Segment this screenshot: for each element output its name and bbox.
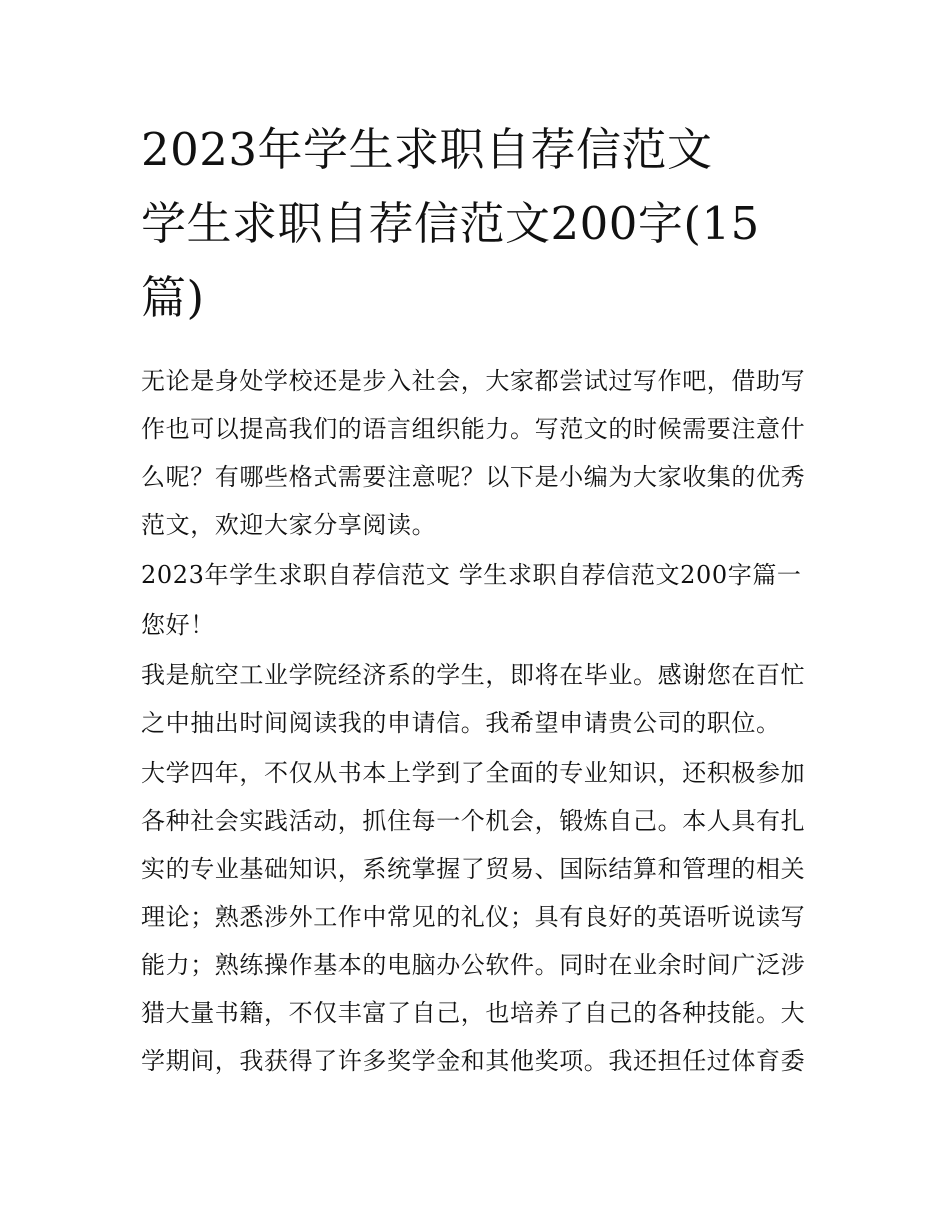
paragraph-line: 理论；熟悉涉外工作中常见的礼仪；具有良好的英语听说读写 <box>141 903 806 931</box>
paragraph-line: 能力；熟练操作基本的电脑办公软件。同时在业余时间广泛涉 <box>141 951 806 979</box>
paragraph-line: 大学四年，不仅从书本上学到了全面的专业知识，还积极参加 <box>141 759 806 787</box>
paragraph-line: 各种社会实践活动，抓住每一个机会，锻炼自己。本人具有扎 <box>141 807 806 835</box>
title-line: 篇) <box>141 271 205 324</box>
self-intro-paragraph <box>141 651 813 747</box>
paragraph-line: 2023年学生求职自荐信范文 学生求职自荐信范文200字篇一 <box>141 561 802 589</box>
title-line: 2023年学生求职自荐信范文 <box>141 123 713 176</box>
paragraph-line: 猎大量书籍，不仅丰富了自己，也培养了自己的各种技能。大 <box>141 999 806 1027</box>
experience-paragraph <box>141 749 813 1085</box>
document-body <box>141 357 813 1085</box>
paragraph-line: 我是航空工业学院经济系的学生，即将在毕业。感谢您在百忙 <box>141 661 806 689</box>
section-heading <box>141 551 813 599</box>
intro-paragraph <box>141 357 813 549</box>
greeting-paragraph <box>141 601 813 649</box>
paragraph-line: 学期间，我获得了许多奖学金和其他奖项。我还担任过体育委 <box>141 1047 806 1075</box>
paragraph-line: 实的专业基础知识，系统掌握了贸易、国际结算和管理的相关 <box>141 855 806 883</box>
paragraph-line: 作也可以提高我们的语言组织能力。写范文的时候需要注意什 <box>141 415 806 443</box>
paragraph-line: 无论是身处学校还是步入社会，大家都尝试过写作吧，借助写 <box>141 367 806 395</box>
document-title <box>141 113 813 335</box>
paragraph-line: 您好！ <box>141 611 215 639</box>
document-content <box>141 113 813 1085</box>
paragraph-line: 范文，欢迎大家分享阅读。 <box>141 511 437 539</box>
paragraph-line: 么呢？有哪些格式需要注意呢？以下是小编为大家收集的优秀 <box>141 463 806 491</box>
paragraph-line: 之中抽出时间阅读我的申请信。我希望申请贵公司的职位。 <box>141 709 781 737</box>
title-line: 学生求职自荐信范文200字(15 <box>141 197 760 250</box>
